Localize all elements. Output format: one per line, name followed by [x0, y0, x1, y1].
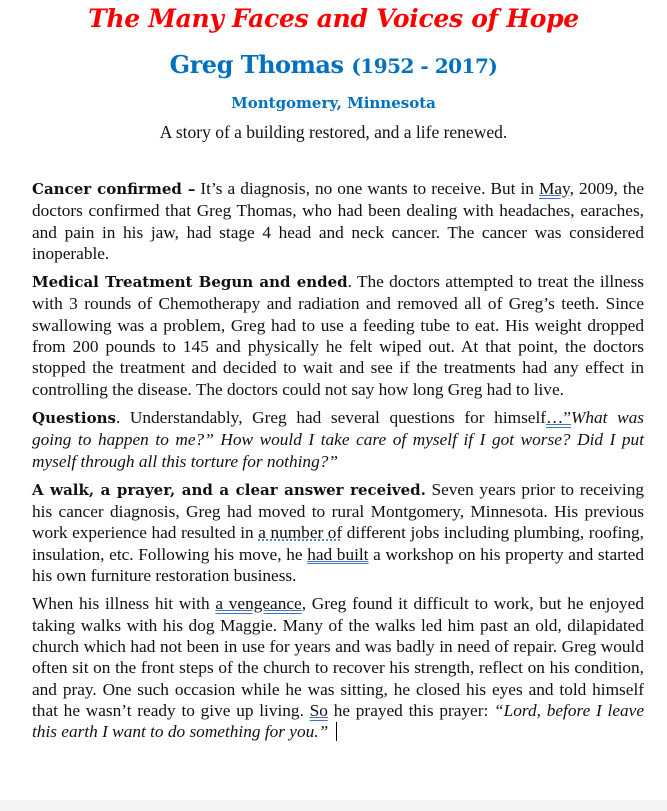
paragraph-questions[interactable] [32, 407, 644, 472]
paragraph-text: a workshop on his property and started his own furniture restoration business. [32, 544, 644, 586]
document-title: The Many Faces and Voices of Hope [88, 4, 579, 33]
grammar-flag[interactable]: …” [546, 407, 571, 427]
section-heading: Cancer confirmed – [32, 180, 196, 198]
grammar-flag[interactable]: So [309, 700, 328, 720]
quoted-prayer: “Lord, before I leave this earth I want to do something for you.” [32, 700, 644, 742]
paragraph-walk-prayer[interactable] [32, 479, 644, 586]
grammar-flag[interactable]: had built [307, 544, 369, 564]
life-years: (1952 - 2017) [351, 54, 498, 78]
section-heading: Medical Treatment Begun and ended [32, 273, 348, 292]
paragraph-text: . The doctors attempted to treat the illness with 3 rounds of Chemotherapy and radiation and removed all of Greg’s teeth. Since swallowing was a problem, Greg had to use a feeding tube to eat. His weight dropped from 200 pounds to 145 and physically he felt wiped out. At that point, the doctors stopped the treatment and decided to wait and see if the treatments had any effect in controlling the disease. The doctors could not say how long Greg had to live. [32, 272, 644, 399]
quoted-questions: What was going to happen to me?” How would I take care of myself if I got worse? Did I put myself through all this torture for nothing?” [32, 407, 644, 471]
section-heading: A walk, a prayer, and a clear answer received. [32, 480, 426, 499]
person-name: Greg Thomas [169, 50, 344, 79]
grammar-flag[interactable]: May, [539, 179, 574, 198]
paragraph-medical-treatment[interactable] [32, 271, 644, 400]
paragraph-text: It’s a diagnosis, no one wants to receive. But in [195, 179, 540, 198]
paragraph-cancer-confirmed[interactable] [32, 178, 644, 264]
style-flag[interactable]: a number of [258, 523, 343, 543]
grammar-flag[interactable]: a vengeance [215, 594, 302, 614]
section-heading: Questions [32, 408, 116, 427]
paragraph-text: different jobs including plumbing, roofing, insulation, etc. Following his move, he [32, 523, 645, 564]
paragraph-text: he prayed this prayer: [327, 700, 495, 720]
paragraph-text: Seven years prior to receiving his cancer diagnosis, Greg had moved to rural Montgomery, Minnesota. His previous work experience had resulted in [32, 479, 644, 543]
paragraph-text: 2009, the doctors confirmed that Greg Thomas, who had been dealing with headaches, earaches, and pain in his jaw, had stage 4 head and neck cancer. The cancer was considered inoperable. [32, 179, 645, 263]
person-name-heading [0, 48, 667, 83]
paragraph-illness-church[interactable] [32, 593, 644, 742]
paragraph-text: . Understandably, Greg had several questions for himself [115, 407, 547, 427]
story-subtitle: A story of a building restored, and a life renewed. [159, 122, 508, 142]
page-gap [0, 800, 667, 811]
location-heading: Montgomery, Minnesota [231, 94, 436, 112]
text-cursor [336, 722, 337, 741]
paragraph-text: When his illness hit with [32, 594, 216, 614]
document-body[interactable] [32, 178, 644, 749]
paragraph-text: , Greg found it difficult to work, but he enjoyed taking walks with his dog Maggie. Many of the walks led him past an old, dilapidated church which had not been in use for years and was badly in need of repair. Greg would often sit on the front steps of the church to recover his strength, reflect on his condition, and pray. One such occasion while he was sitting, he closed his eyes and told himself that he wasn’t ready to give up living. [32, 594, 644, 720]
